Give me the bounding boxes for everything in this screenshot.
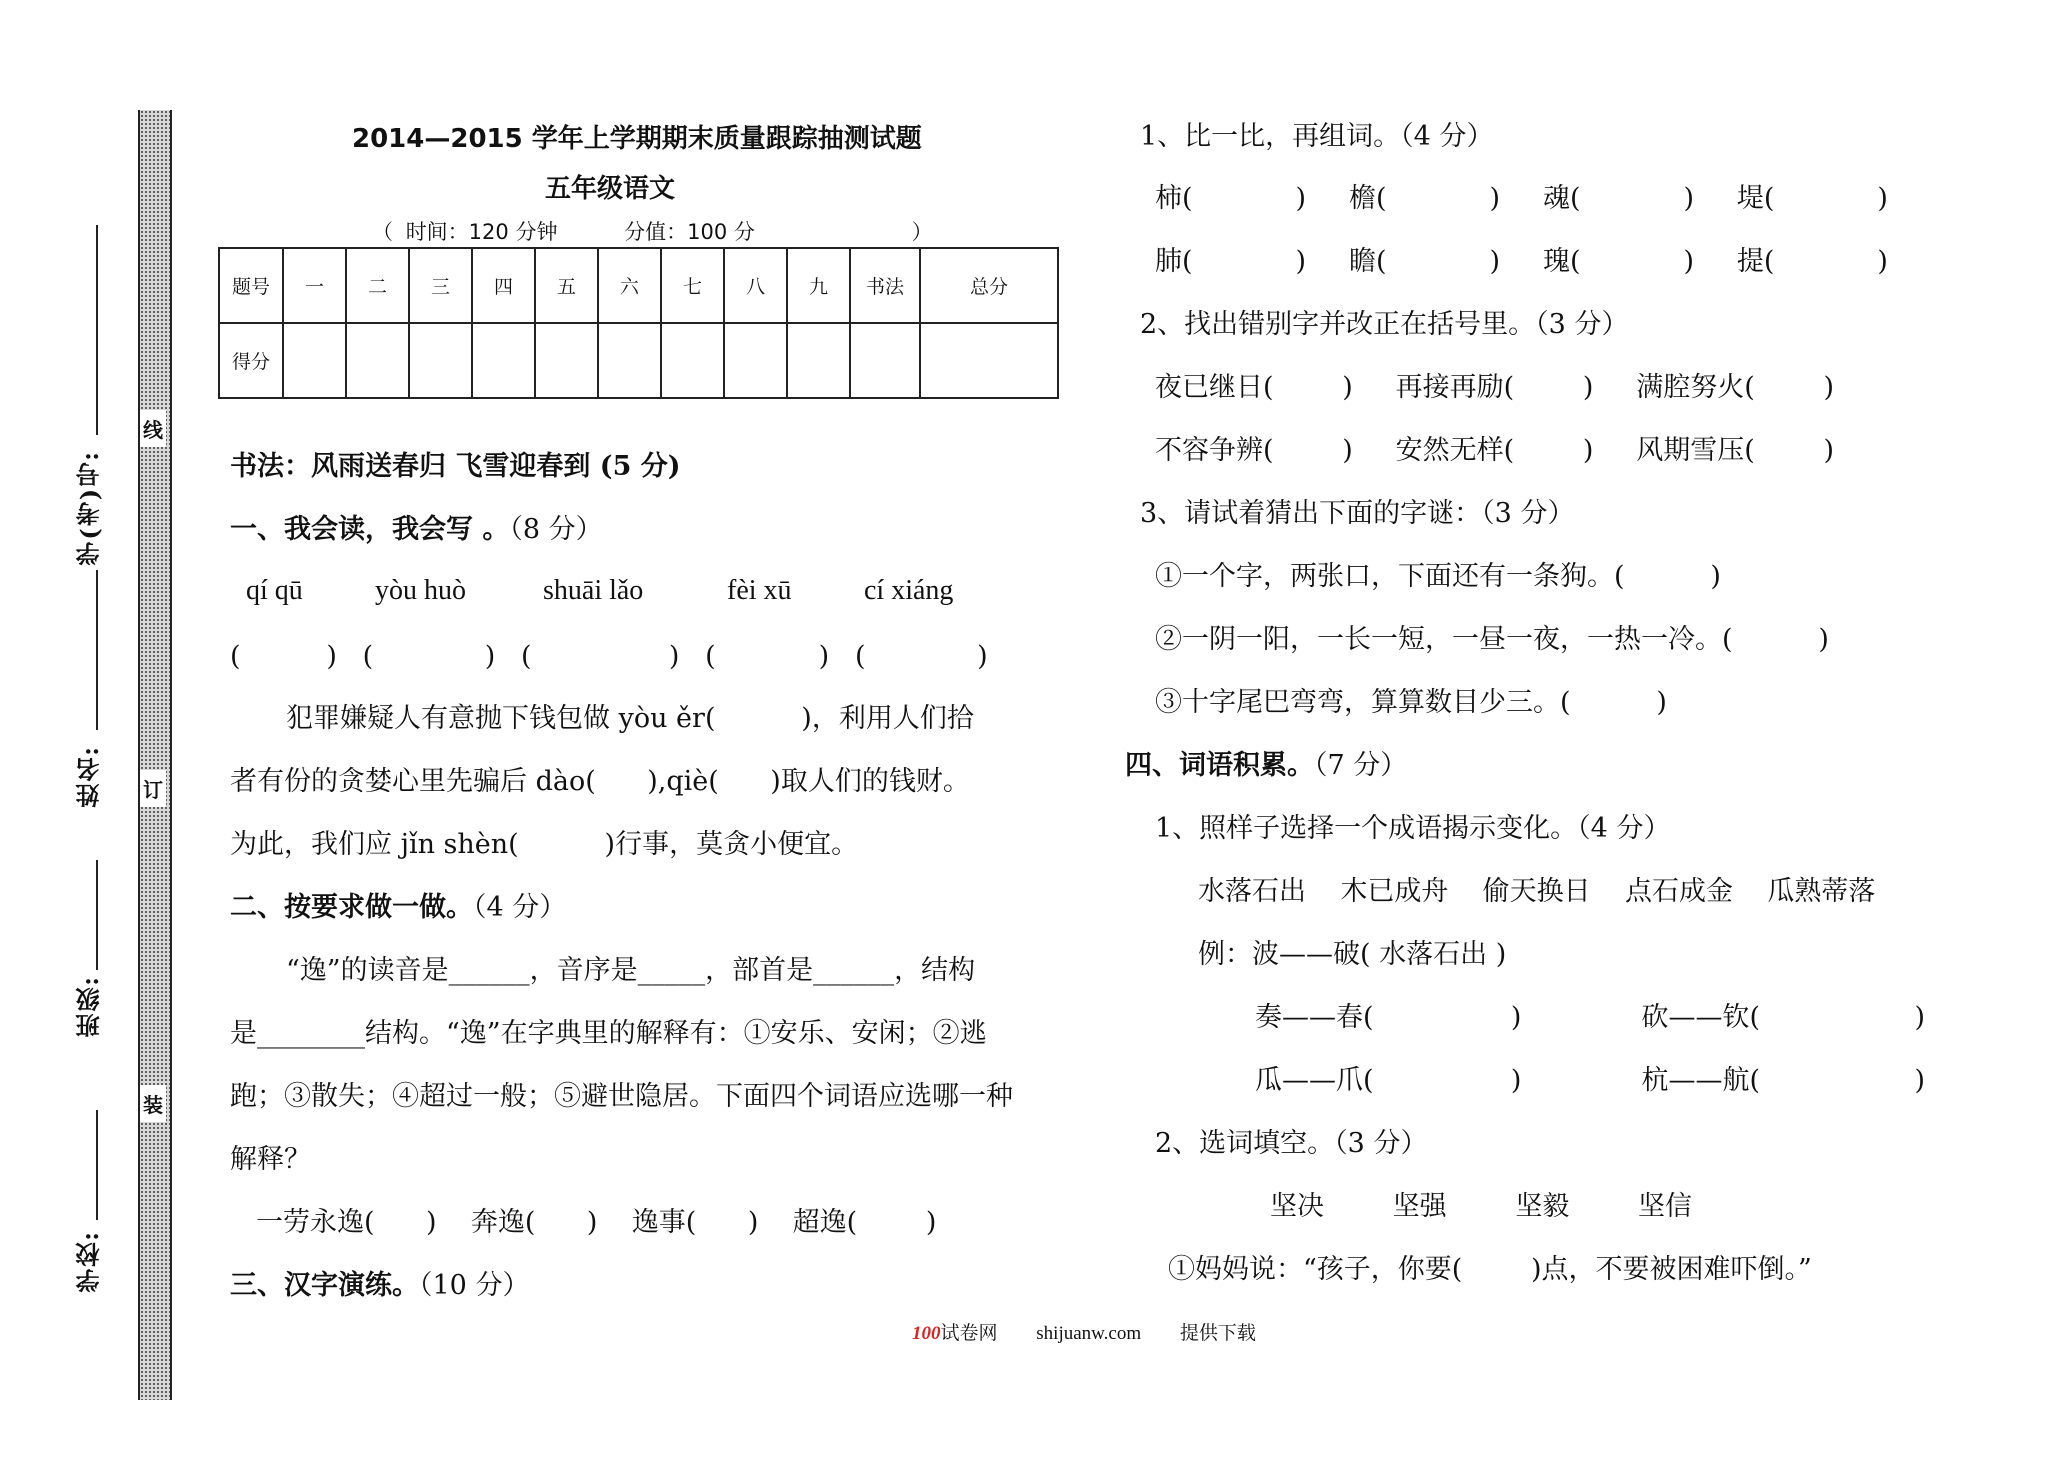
score-header-cell: 一 bbox=[283, 248, 346, 323]
question-2-line-1: “逸”的读音是______，音序是_____，部首是______，结构 bbox=[286, 955, 976, 986]
question-2-line-3: 跑；③散失；④超过一般；⑤避世隐居。下面四个词语应选哪一种 bbox=[230, 1081, 1013, 1112]
bind-mark-staple: 订 bbox=[140, 770, 166, 807]
site-logo-icon: 100 bbox=[912, 1323, 941, 1344]
section-1-heading bbox=[230, 511, 603, 549]
score-header-cell: 二 bbox=[346, 248, 409, 323]
r-question-4-2: 2、选词填空。（3 分） bbox=[1155, 1128, 1428, 1159]
r-riddle-1: ①一个字，两张口，下面还有一条狗。( ) bbox=[1155, 561, 1721, 592]
score-header-cell: 六 bbox=[598, 248, 661, 323]
pinyin-2: yòu huò bbox=[375, 575, 466, 606]
r-compare-row-2: 肺( ) 瞻( ) 瑰( ) 提( ) bbox=[1155, 246, 1888, 277]
score-table-header-row bbox=[219, 248, 1058, 323]
pinyin-5: cí xiáng bbox=[864, 575, 954, 606]
score-header-cell: 四 bbox=[472, 248, 535, 323]
name-label: 姓名: bbox=[75, 745, 104, 808]
pinyin-3: shuāi lǎo bbox=[543, 575, 644, 606]
section-2-title: 二、按要求做一做。 bbox=[230, 892, 473, 923]
score-cell[interactable] bbox=[920, 323, 1058, 398]
section-1-title: 一、我会读，我会写 。 bbox=[230, 514, 510, 545]
section-2-points: （4 分） bbox=[473, 892, 567, 923]
r-compare-row-1: 柿( ) 檐( ) 魂( ) 堤( ) bbox=[1155, 183, 1888, 214]
pinyin-4: fèi xū bbox=[727, 575, 792, 606]
passage-line-3: 为此，我们应 jǐn shèn( )行事，莫贪小便宜。 bbox=[230, 829, 859, 860]
score-header-cell: 书法 bbox=[850, 248, 920, 323]
section-4-title: 四、词语积累。 bbox=[1125, 750, 1314, 781]
score-cell[interactable] bbox=[283, 323, 346, 398]
score-header-cell: 三 bbox=[409, 248, 472, 323]
footer-note: 提供下载 bbox=[1179, 1323, 1256, 1344]
score-header-cell: 七 bbox=[661, 248, 724, 323]
bind-mark-bind: 装 bbox=[140, 1085, 166, 1122]
r-question-3: 3、请试着猜出下面的字谜：（3 分） bbox=[1140, 498, 1575, 529]
score-table-row bbox=[219, 323, 1058, 398]
section-4-heading bbox=[1125, 747, 1407, 785]
r-question-2: 2、找出错别字并改正在括号里。（3 分） bbox=[1140, 309, 1629, 340]
r-idiom-example: 例：波——破( 水落石出 ) bbox=[1198, 939, 1507, 970]
score-cell[interactable] bbox=[472, 323, 535, 398]
score-row-label: 得分 bbox=[219, 323, 283, 398]
name-underline-1 bbox=[96, 225, 98, 435]
footer bbox=[912, 1318, 1256, 1345]
name-underline-2 bbox=[96, 570, 98, 730]
r-idiom-row-1: 奏——春( ) 砍——钦( ) bbox=[1255, 1002, 1926, 1033]
score-cell[interactable] bbox=[787, 323, 850, 398]
bind-mark-line: 线 bbox=[140, 410, 166, 447]
score-cell[interactable] bbox=[598, 323, 661, 398]
r-typo-row-2: 不容争辨( ) 安然无样( ) 风期雪压( ) bbox=[1155, 435, 1835, 466]
binding-strip bbox=[138, 110, 172, 1400]
total-score: 分值：100 分 bbox=[624, 220, 755, 244]
pinyin-1: qí qū bbox=[246, 575, 303, 606]
section-3-points: （10 分） bbox=[419, 1270, 530, 1301]
score-header-cell: 八 bbox=[724, 248, 787, 323]
passage-line-2: 者有份的贪婪心里先骗后 dào( ),qiè( )取人们的钱财。 bbox=[230, 766, 970, 797]
passage-line-1: 犯罪嫌疑人有意抛下钱包做 yòu ěr( )，利用人们拾 bbox=[286, 703, 974, 734]
score-cell[interactable] bbox=[661, 323, 724, 398]
section-4-points: （7 分） bbox=[1314, 750, 1408, 781]
score-header-cell: 题号 bbox=[219, 248, 283, 323]
r-question-4-1: 1、照样子选择一个成语揭示变化。（4 分） bbox=[1155, 813, 1671, 844]
score-header-cell: 总分 bbox=[920, 248, 1058, 323]
score-cell[interactable] bbox=[346, 323, 409, 398]
r-typo-row-1: 夜已继日( ) 再接再励( ) 满腔努火( ) bbox=[1155, 372, 1835, 403]
r-word-options: 坚决 坚强 坚毅 坚信 bbox=[1270, 1191, 1692, 1222]
score-cell[interactable] bbox=[535, 323, 598, 398]
meta-close: ） bbox=[911, 220, 933, 244]
section-1-points: （8 分） bbox=[509, 514, 603, 545]
r-idiom-options: 水落石出 木已成舟 偷天换日 点石成金 瓜熟蒂落 bbox=[1198, 876, 1876, 907]
question-2-options: 一劳永逸( ) 奔逸( ) 逸事( ) 超逸( ) bbox=[256, 1207, 937, 1238]
r-question-1: 1、比一比，再组词。（4 分） bbox=[1140, 121, 1494, 152]
name-underline-3 bbox=[96, 860, 98, 970]
score-header-cell: 五 bbox=[535, 248, 598, 323]
calligraphy-task: 书法：风雨送春归 飞雪迎春到 (5 分) bbox=[230, 451, 681, 482]
section-2-heading bbox=[230, 889, 566, 927]
time-limit: 时间：120 分钟 bbox=[405, 220, 558, 244]
section-3-title: 三、汉字演练。 bbox=[230, 1270, 419, 1301]
section-3-heading bbox=[230, 1267, 529, 1305]
r-riddle-3: ③十字尾巴弯弯，算算数目少三。( ) bbox=[1155, 687, 1667, 718]
score-table bbox=[218, 247, 1059, 399]
footer-site[interactable]: shijuanw.com bbox=[1036, 1323, 1142, 1344]
school-label: 学校: bbox=[75, 1230, 104, 1293]
exam-subtitle: 五年级语文 bbox=[545, 174, 676, 204]
name-underline-4 bbox=[96, 1110, 98, 1220]
question-2-line-2: 是________结构。“逸”在字典里的解释有：①安乐、安闲；②逃 bbox=[230, 1018, 987, 1049]
pinyin-answer-blanks: ( ) ( ) ( ) ( ) ( ) bbox=[230, 641, 988, 672]
student-id-label: 学(考)号: bbox=[75, 450, 104, 566]
r-riddle-2: ②一阴一阳，一长一短，一昼一夜，一热一冷。( ) bbox=[1155, 624, 1829, 655]
question-2-line-4: 解释？ bbox=[230, 1144, 311, 1175]
meta-open: （ bbox=[372, 220, 393, 244]
r-fill-sentence-1: ①妈妈说：“孩子，你要( )点，不要被困难吓倒。” bbox=[1168, 1254, 1812, 1285]
r-idiom-row-2: 瓜——爪( ) 杭——航( ) bbox=[1255, 1065, 1926, 1096]
class-label: 班级: bbox=[75, 975, 104, 1038]
score-cell[interactable] bbox=[724, 323, 787, 398]
footer-logo-text: 试卷网 bbox=[940, 1323, 998, 1344]
score-cell[interactable] bbox=[409, 323, 472, 398]
exam-meta bbox=[372, 216, 933, 246]
score-cell[interactable] bbox=[850, 323, 920, 398]
exam-title: 2014—2015 学年上学期期末质量跟踪抽测试题 bbox=[352, 124, 922, 154]
score-header-cell: 九 bbox=[787, 248, 850, 323]
